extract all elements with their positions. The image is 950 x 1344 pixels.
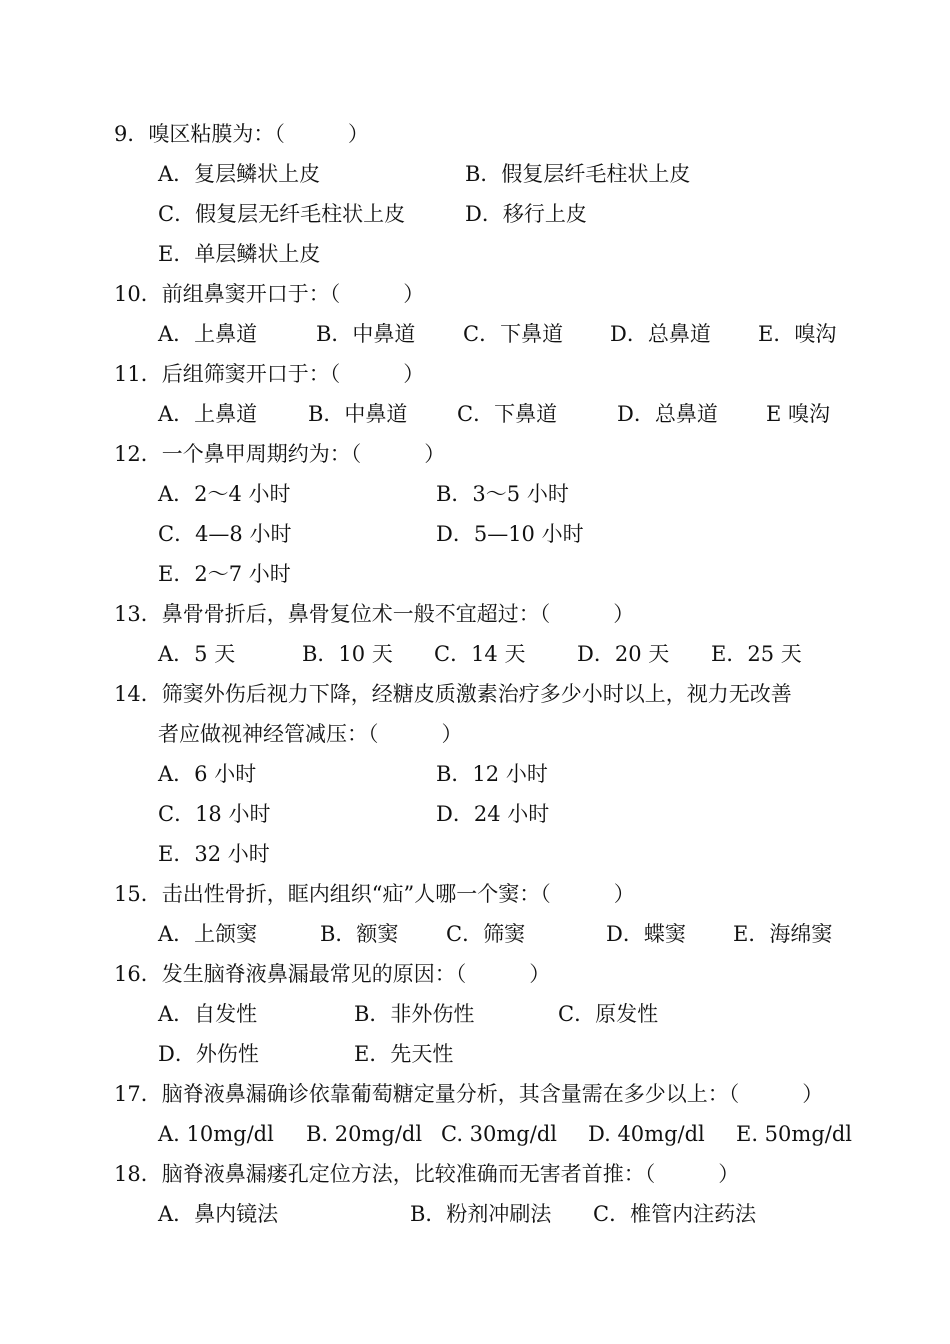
question-17-option-d: D. 40mg/dl [588, 1122, 705, 1146]
question-9-option-c: C．假复层无纤毛柱状上皮 [158, 202, 406, 226]
question-16-option-d: D．外伤性 [158, 1042, 259, 1066]
question-18-option-c: C．椎管内注药法 [593, 1202, 757, 1226]
question-14-option-a: A．6 小时 [158, 762, 257, 786]
question-12 [114, 434, 445, 474]
question-14-option-d: D．24 小时 [436, 802, 550, 826]
question-11-option-a: A．上鼻道 [158, 402, 258, 426]
question-17-option-c: C. 30mg/dl [441, 1122, 557, 1146]
question-16-stem: 16．发生脑脊液鼻漏最常见的原因：（ ） [114, 962, 551, 986]
question-11-option-e: E 嗅沟 [766, 402, 831, 426]
question-14-option-e: E．32 小时 [158, 842, 270, 866]
question-13-option-e: E．25 天 [711, 642, 802, 666]
question-13 [114, 594, 634, 634]
question-12-option-a: A．2～4 小时 [158, 482, 291, 506]
question-18-option-a: A．鼻内镜法 [158, 1202, 279, 1226]
question-10 [114, 274, 424, 314]
question-13-option-b: B．10 天 [302, 642, 393, 666]
question-15 [114, 874, 635, 914]
question-16-option-a: A．自发性 [158, 1002, 258, 1026]
question-16-option-b: B．非外伤性 [354, 1002, 475, 1026]
question-14-option-b: B．12 小时 [436, 762, 548, 786]
question-15-option-a: A．上颌窦 [158, 922, 258, 946]
question-14-stem-line-1: 14．筛窦外伤后视力下降，经糖皮质激素治疗多少小时以上，视力无改善 [114, 682, 792, 706]
question-14 [114, 674, 792, 714]
question-18-option-b: B．粉剂冲刷法 [410, 1202, 552, 1226]
question-10-option-a: A．上鼻道 [158, 322, 258, 346]
question-9 [114, 114, 369, 154]
question-13-stem: 13．鼻骨骨折后，鼻骨复位术一般不宜超过：（ ） [114, 602, 635, 626]
question-10-option-b: B．中鼻道 [316, 322, 416, 346]
question-16-option-e: E．先天性 [354, 1042, 454, 1066]
question-10-option-c: C．下鼻道 [463, 322, 564, 346]
question-15-option-d: D．蝶窦 [606, 922, 686, 946]
question-15-option-c: C．筛窦 [446, 922, 526, 946]
question-12-option-d: D．5—10 小时 [436, 522, 584, 546]
question-17-option-a: A. 10mg/dl [158, 1122, 274, 1146]
question-15-option-b: B．额窦 [320, 922, 399, 946]
question-12-option-e: E．2～7 小时 [158, 562, 291, 586]
question-9-option-d: D．移行上皮 [465, 202, 587, 226]
question-12-option-c: C．4—8 小时 [158, 522, 292, 546]
question-11 [114, 354, 424, 394]
question-18-stem: 18．脑脊液鼻漏瘘孔定位方法，比较准确而无害者首推：（ ） [114, 1162, 740, 1186]
question-13-option-d: D．20 天 [577, 642, 670, 666]
question-10-option-e: E．嗅沟 [758, 322, 837, 346]
question-13-option-a: A．5 天 [158, 642, 236, 666]
question-15-option-e: E．海绵窦 [733, 922, 833, 946]
question-17 [114, 1074, 823, 1114]
question-9-option-b: B．假复层纤毛柱状上皮 [465, 162, 691, 186]
question-16 [114, 954, 550, 994]
question-11-option-b: B．中鼻道 [308, 402, 408, 426]
question-14-stem-line-2: 者应做视神经管减压：（ ） [158, 722, 463, 746]
question-17-stem: 17．脑脊液鼻漏确诊依靠葡萄糖定量分析，其含量需在多少以上：（ ） [114, 1082, 824, 1106]
question-13-option-c: C．14 天 [434, 642, 526, 666]
question-11-stem: 11．后组筛窦开口于：（ ） [114, 362, 425, 386]
question-14-option-c: C．18 小时 [158, 802, 271, 826]
question-16-option-c: C．原发性 [558, 1002, 659, 1026]
question-9-stem: 9．嗅区粘膜为：（ ） [114, 122, 369, 146]
question-17-option-e: E. 50mg/dl [736, 1122, 852, 1146]
question-11-option-c: C．下鼻道 [457, 402, 558, 426]
question-12-stem: 12．一个鼻甲周期约为：（ ） [114, 442, 446, 466]
question-12-option-b: B．3～5 小时 [436, 482, 569, 506]
question-17-option-b: B. 20mg/dl [306, 1122, 423, 1146]
question-11-option-d: D．总鼻道 [617, 402, 718, 426]
question-10-option-d: D．总鼻道 [610, 322, 711, 346]
question-9-option-a: A．复层鳞状上皮 [158, 162, 321, 186]
question-10-stem: 10．前组鼻窦开口于：（ ） [114, 282, 425, 306]
question-9-option-e: E．单层鳞状上皮 [158, 242, 321, 266]
question-15-stem: 15．击出性骨折，眶内组织“疝”人哪一个窦：（ ） [114, 882, 635, 906]
question-18 [114, 1154, 739, 1194]
